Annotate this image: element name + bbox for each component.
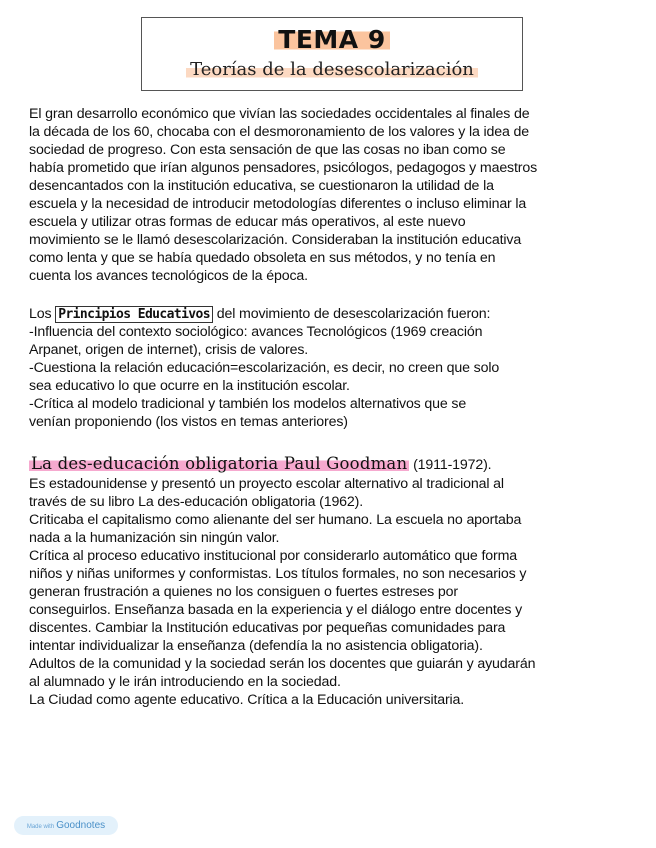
goodman-line: Es estadounidense y presentó un proyecto escolar alternativo al tradicional al [29, 476, 504, 492]
title-box [141, 17, 523, 91]
badge-prefix: Made with [26, 824, 55, 830]
intro-paragraph [29, 105, 619, 285]
goodman-line: generan frustración a quienes no los consiguen o fuertes estreses por [29, 584, 458, 600]
intro-line: como lenta y que se había quedado obsoleta en sus métodos, y no tenía en [29, 250, 496, 266]
goodman-line: Criticaba el capitalismo como alienante del ser humano. La escuela no aportaba [29, 512, 522, 528]
intro-line: movimiento se le llamó desescolarización. Consideraban la institución educativa [29, 232, 522, 248]
principles-boxed-label: Principios Educativos [55, 306, 213, 323]
principle-line: -Cuestiona la relación educación=escolarización, es decir, no creen que solo [29, 360, 500, 376]
principles-section [29, 305, 619, 431]
goodman-line: Adultos de la comunidad y la sociedad serán los docentes que guiarán y ayudarán [29, 656, 536, 672]
goodman-line: través de su libro La des-educación obligatoria (1962). [29, 494, 364, 510]
principles-prefix: Los [29, 306, 56, 322]
intro-line: cuenta los avances tecnológicos de la época. [29, 268, 308, 284]
goodman-line: nada a la humanización sin ningún valor. [29, 530, 280, 546]
intro-line: escuela y utilizar otras formas de educar más operativos, al este nuevo [29, 214, 466, 230]
page-title: TEMA 9 [274, 25, 389, 55]
intro-line: la década de los 60, chocaba con el desmoronamiento de los valores y la idea de [29, 124, 530, 140]
intro-line: El gran desarrollo económico que vivían las sociedades occidentales al finales de [29, 106, 530, 122]
goodman-line: intentar individualizar la enseñanza (defendía la no asistencia obligatoria). [29, 638, 483, 654]
goodman-heading: La des-educación obligatoria Paul Goodman [31, 454, 408, 473]
made-with-goodnotes-badge[interactable] [14, 816, 118, 835]
principle-line: venían proponiendo (los vistos en temas anteriores) [29, 414, 348, 430]
goodman-years: (1911-1972). [409, 457, 492, 473]
intro-line: desencantados con la institución educativa, se cuestionaron la utilidad de la [29, 178, 494, 194]
page-subtitle: Teorías de la desescolarización [186, 59, 478, 81]
goodman-line: discentes. Cambiar la Institución educativas por pequeñas comunidades para [29, 620, 506, 636]
principles-intro-line [29, 305, 619, 323]
goodman-heading-line [29, 455, 619, 475]
principles-suffix: del movimiento de desescolarización fueron: [212, 306, 491, 322]
goodman-line: La Ciudad como agente educativo. Crítica a la Educación universitaria. [29, 692, 465, 708]
principle-line: Arpanet, origen de internet), crisis de valores. [29, 342, 309, 358]
goodman-line: Crítica al proceso educativo institucional por considerarlo automático que forma [29, 548, 517, 564]
goodman-line: conseguirlos. Enseñanza basada en la experiencia y el diálogo entre docentes y [29, 602, 523, 618]
intro-line: escuela y la necesidad de introducir metodologías diferentes o incluso eliminar la [29, 196, 527, 212]
badge-brand: Goodnotes [56, 820, 106, 831]
goodman-line: niños y niñas uniformes y conformistas. Los títulos formales, no son necesarios y [29, 566, 527, 582]
intro-line: sociedad de progreso. Con esta sensación de que las cosas no iban como se [29, 142, 506, 158]
principle-line: -Influencia del contexto sociológico: avances Tecnológicos (1969 creación [29, 324, 483, 340]
principle-line: -Crítica al modelo tradicional y también los modelos alternativos que se [29, 396, 467, 412]
goodman-line: al alumnado y le irán introduciendo en la sociedad. [29, 674, 341, 690]
goodman-section [29, 455, 619, 709]
principle-line: sea educativo lo que ocurre en la institución escolar. [29, 378, 350, 394]
intro-line: había prometido que irían algunos pensadores, psicólogos, pedagogos y maestros [29, 160, 538, 176]
